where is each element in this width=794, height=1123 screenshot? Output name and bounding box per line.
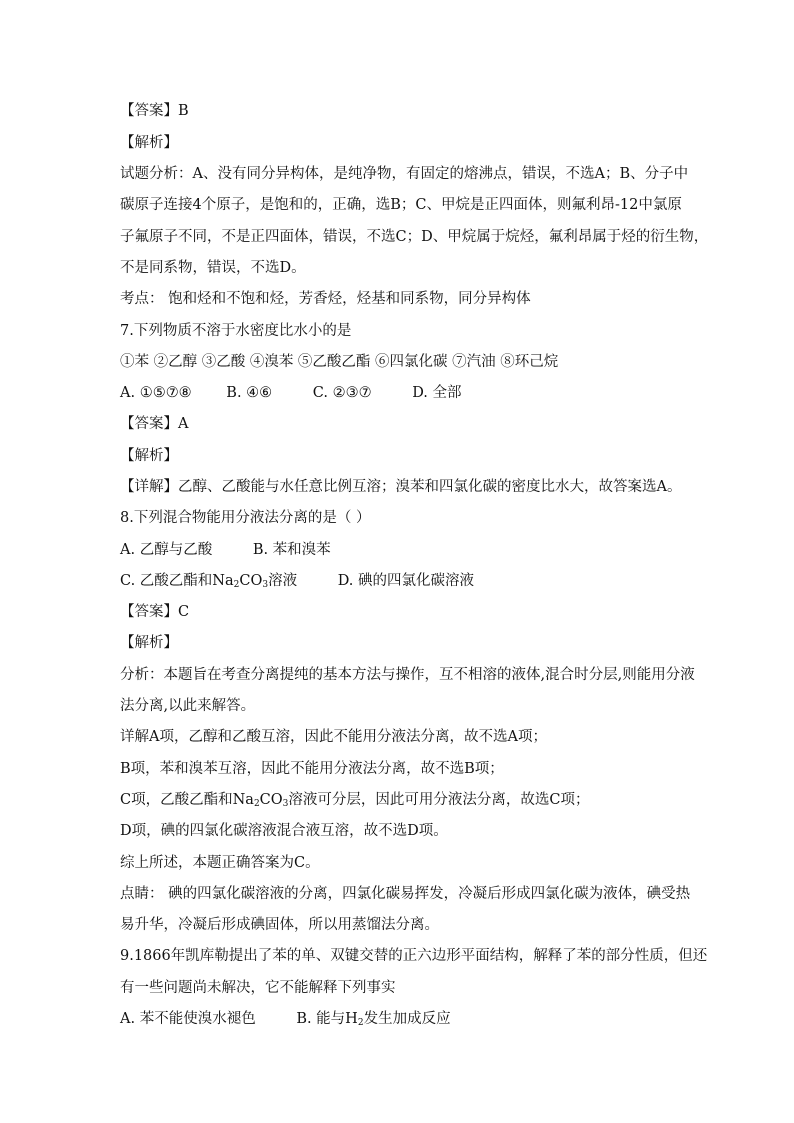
q8-xiangjie-a: 详解A项，乙醇和乙酸互溶，因此不能用分液法分离，故不选A项； xyxy=(120,729,547,745)
q9-option-b-text: B. 能与H xyxy=(296,1011,358,1027)
q8-dianjing-line-1: 点睛： 碘的四氯化碳溶液的分离，四氯化碳易挥发，冷凝后形成四氯化碳为液体，碘受热 xyxy=(120,886,691,902)
q7-analysis-heading: 【解析】 xyxy=(120,448,178,464)
q8-options-ab xyxy=(120,540,680,560)
q6-analysis-line-4: 不是同系物，错误，不选D。 xyxy=(120,260,306,276)
q8-option-c-text: C. 乙酸乙酯和Na xyxy=(120,573,234,589)
q8-stem: 8.下列混合物能用分液法分离的是（ ） xyxy=(120,510,371,526)
q9-option-b-sub: 2 xyxy=(357,1018,364,1028)
q8-xiangjie-c xyxy=(120,790,680,810)
q8-option-c xyxy=(120,571,297,591)
q8-summary: 综上所述，本题正确答案为C。 xyxy=(120,855,320,871)
q8-dianjing-line-2: 易升华，冷凝后形成碘固体，所以用蒸馏法分离。 xyxy=(120,917,439,933)
q7-options xyxy=(120,383,680,403)
q7-option-d: D. 全部 xyxy=(412,385,462,401)
q6-kaodian: 考点： 饱和烃和不饱和烃，芳香烃，烃基和同系物，同分异构体 xyxy=(120,291,531,307)
q7-detail: 【详解】乙醇、乙酸能与水任意比例互溶；溴苯和四氯化碳的密度比水大，故答案选A。 xyxy=(120,479,682,495)
q6-analysis-line-1: 试题分析：A、没有同分异构体，是纯净物，有固定的熔沸点，错误，不选A；B、分子中 xyxy=(120,166,689,182)
q8-xiangjie-d: D项，碘的四氯化碳溶液混合液互溶，故不选D项。 xyxy=(120,823,448,839)
q7-answer: 【答案】A xyxy=(120,416,189,432)
q9-option-a: A. 苯不能使溴水褪色 xyxy=(120,1011,256,1027)
q7-stem: 7.下列物质不溶于水密度比水小的是 xyxy=(120,323,352,339)
q7-option-b: B. ④⑥ xyxy=(226,385,273,401)
q9-option-b xyxy=(296,1009,450,1029)
q7-option-c: C. ②③⑦ xyxy=(312,385,372,401)
q8-xiangjie-c-text: C项，乙酸乙酯和Na xyxy=(120,792,254,808)
q8-xiangjie-c-post: 溶液可分层，因此可用分液法分离，故选C项； xyxy=(288,792,590,808)
q8-xiangjie-c-sub1: 2 xyxy=(253,799,260,809)
q8-option-c-sub1: 2 xyxy=(233,580,240,590)
q7-option-a: A. ①⑤⑦⑧ xyxy=(120,385,192,401)
q8-fenxi-line-2: 法分离,以此来解答。 xyxy=(120,698,256,714)
q8-option-c-mid: CO xyxy=(239,573,263,589)
q8-option-a: A. 乙醇与乙酸 xyxy=(120,542,213,558)
q8-fenxi-line-1: 分析：本题旨在考查分离提纯的基本方法与操作，互不相溶的液体,混合时分层,则能用分液 xyxy=(120,667,695,683)
q9-option-b-post: 发生加成反应 xyxy=(363,1011,451,1027)
q8-xiangjie-b: B项，苯和溴苯互溶，因此不能用分液法分离，故不选B项； xyxy=(120,761,504,777)
q8-xiangjie-c-sub2: 3 xyxy=(282,799,289,809)
q8-option-c-sub2: 3 xyxy=(262,580,269,590)
q6-answer: 【答案】B xyxy=(120,103,189,119)
q8-answer: 【答案】C xyxy=(120,604,190,620)
q8-option-d: D. 碘的四氯化碳溶液 xyxy=(337,573,475,589)
q9-options xyxy=(120,1009,680,1029)
q6-analysis-heading: 【解析】 xyxy=(120,135,178,151)
q8-analysis-heading: 【解析】 xyxy=(120,635,178,651)
q8-xiangjie-c-mid: CO xyxy=(259,792,283,808)
q9-stem-line-1: 9.1866年凯库勒提出了苯的单、双键交替的正六边形平面结构，解释了苯的部分性质，但还 xyxy=(120,948,708,964)
q6-analysis-line-2: 碳原子连接4个原子，是饱和的，正确，选B；C、甲烷是正四面体，则氟利昂-12中氯原 xyxy=(120,197,682,213)
q8-option-c-post: 溶液 xyxy=(268,573,298,589)
q8-options-cd xyxy=(120,571,680,591)
q8-option-b: B. 苯和溴苯 xyxy=(252,542,331,558)
q7-items: ①苯 ②乙醇 ③乙酸 ④溴苯 ⑤乙酸乙酯 ⑥四氯化碳 ⑦汽油 ⑧环己烷 xyxy=(120,354,559,370)
q6-analysis-line-3: 子氟原子不同，不是正四面体，错误，不选C；D、甲烷属于烷烃，氟利昂属于烃的衍生物， xyxy=(120,229,709,245)
q9-stem-line-2: 有一些问题尚未解决，它不能解释下列事实 xyxy=(120,980,396,996)
